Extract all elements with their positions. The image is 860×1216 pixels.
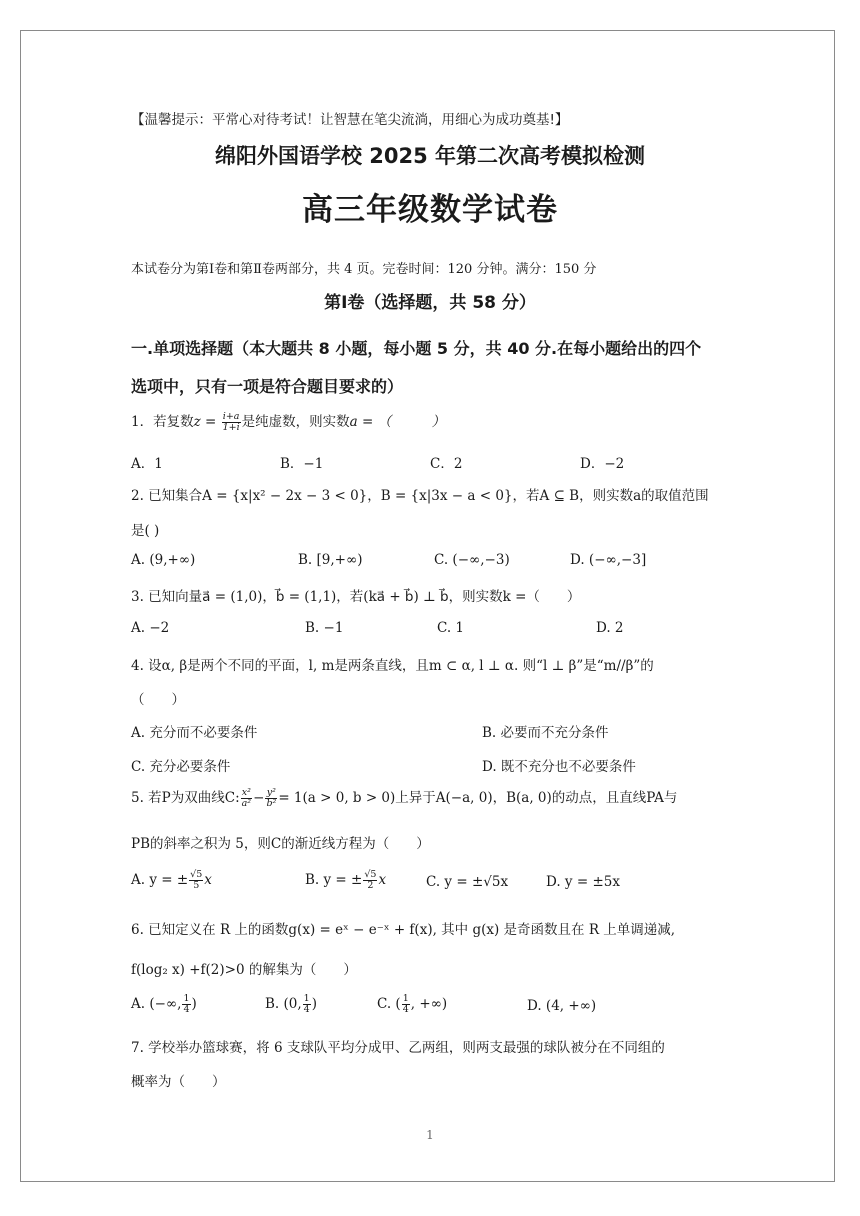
q4-option-a: A. 充分而不必要条件 (131, 725, 258, 741)
q2-option-c: C. (−∞,−3) (434, 552, 510, 568)
q4-option-b: B. 必要而不充分条件 (482, 725, 609, 741)
page-number: 1 (426, 1128, 434, 1142)
q1-option-d: D．−2 (580, 456, 625, 472)
q4-option-d: D. 既不充分也不必要条件 (482, 759, 636, 775)
q1-option-c: C．2 (430, 456, 463, 472)
exam-info: 本试卷分为第Ⅰ卷和第Ⅱ卷两部分，共 4 页。完卷时间：120 分钟。满分：150 分 (131, 262, 597, 277)
exam-tip: 【温馨提示：平常心对待考试！让智慧在笔尖流淌，用细心为成功奠基!】 (131, 112, 569, 128)
question-2-line2: 是( ) (131, 523, 160, 539)
q6-option-c: C. ( $\frac{1}{4}$ , +∞) (377, 993, 448, 1015)
question-5-line2: PB的斜率之积为 5，则C的渐近线方程为（ ） (131, 836, 430, 852)
q2-option-a: A. (9,+∞) (131, 552, 196, 568)
q3-option-b: B. −1 (305, 620, 344, 636)
q5-fraction-x: $\frac{\text{x²}}{\text{a²}}$ (241, 787, 252, 809)
question-1: 1．若复数z = $\frac{i+a}{1+i}$ 是纯虚数，则实数a = （ ） (131, 411, 446, 433)
question-7-line1: 7. 学校举办篮球赛，将 6 支球队平均分成甲、乙两组，则两支最强的球队被分在不同组的 (131, 1040, 665, 1056)
q6-option-a: A. (−∞, $\frac{1}{4}$ ) (131, 993, 197, 1015)
question-7-line2: 概率为（ ） (131, 1074, 226, 1090)
school-title: 绵阳外国语学校 2025 年第二次高考模拟检测 (214, 144, 646, 168)
volume-title: 第Ⅰ卷（选择题，共 58 分） (324, 293, 536, 313)
question-2-line1: 2. 已知集合A = {x|x² − 2x − 3 < 0}，B = {x|3x − a < 0}，若A ⊆ B，则实数a的取值范围 (131, 488, 709, 504)
question-4-line1: 4. 设α, β是两个不同的平面，l, m是两条直线，且m ⊂ α, l ⊥ α. 则“l ⊥ β”是“m//β”的 (131, 658, 654, 674)
q3-option-a: A. −2 (131, 620, 170, 636)
question-4-line2: （ ） (131, 692, 185, 708)
q4-option-c: C. 充分必要条件 (131, 759, 231, 775)
exam-title: 高三年级数学试卷 (302, 192, 558, 228)
question-5-line1: 5. 若P为双曲线C: $\frac{\text{x²}}{\text{a²}}$ − $\frac{\text{y²}}{\text{b²}}$ = 1(a > 0, b > 0)上异于A(−a, 0)，B(a, 0)的动点，且直线PA与 (131, 787, 678, 809)
q1-option-a: A．1 (131, 456, 163, 472)
q3-option-c: C. 1 (437, 620, 465, 636)
q6-option-b: B. (0, $\frac{1}{4}$ ) (265, 993, 317, 1015)
q2-option-d: D. (−∞,−3] (570, 552, 647, 568)
q5-option-b: B. y = ± $\frac{√5}{2}$ x (305, 869, 387, 891)
q5-option-c: C. y = ±√5x (426, 874, 509, 890)
q5-option-d: D. y = ±5x (546, 874, 620, 890)
question-3: 3. 已知向量a⃗ = (1,0)，b⃗ = (1,1)，若(ka⃗ + b⃗) ⊥ b⃗，则实数k =（ ） (131, 589, 581, 605)
q1-option-b: B．−1 (280, 456, 324, 472)
q5-option-a: A. y = ± $\frac{√5}{5}$ x (131, 869, 212, 891)
question-6-line2: f(log₂ x) +f(2)>0 的解集为（ ） (131, 962, 357, 978)
q2-option-b: B. [9,+∞) (298, 552, 363, 568)
q3-option-d: D. 2 (596, 620, 624, 636)
q1-fraction: $\frac{i+a}{1+i}$ (222, 411, 240, 433)
section-heading-line2: 选项中，只有一项是符合题目要求的） (131, 377, 404, 396)
q5-fraction-y: $\frac{\text{y²}}{\text{b²}}$ (266, 787, 277, 809)
question-6-line1: 6. 已知定义在 R 上的函数g(x) = eˣ − e⁻ˣ + f(x), 其中 g(x) 是奇函数且在 R 上单调递减, (131, 922, 676, 938)
q6-option-d: D. (4, +∞) (527, 998, 597, 1014)
section-heading-line1: 一.单项选择题（本大题共 8 小题，每小题 5 分，共 40 分.在每小题给出的四个 (131, 339, 702, 358)
